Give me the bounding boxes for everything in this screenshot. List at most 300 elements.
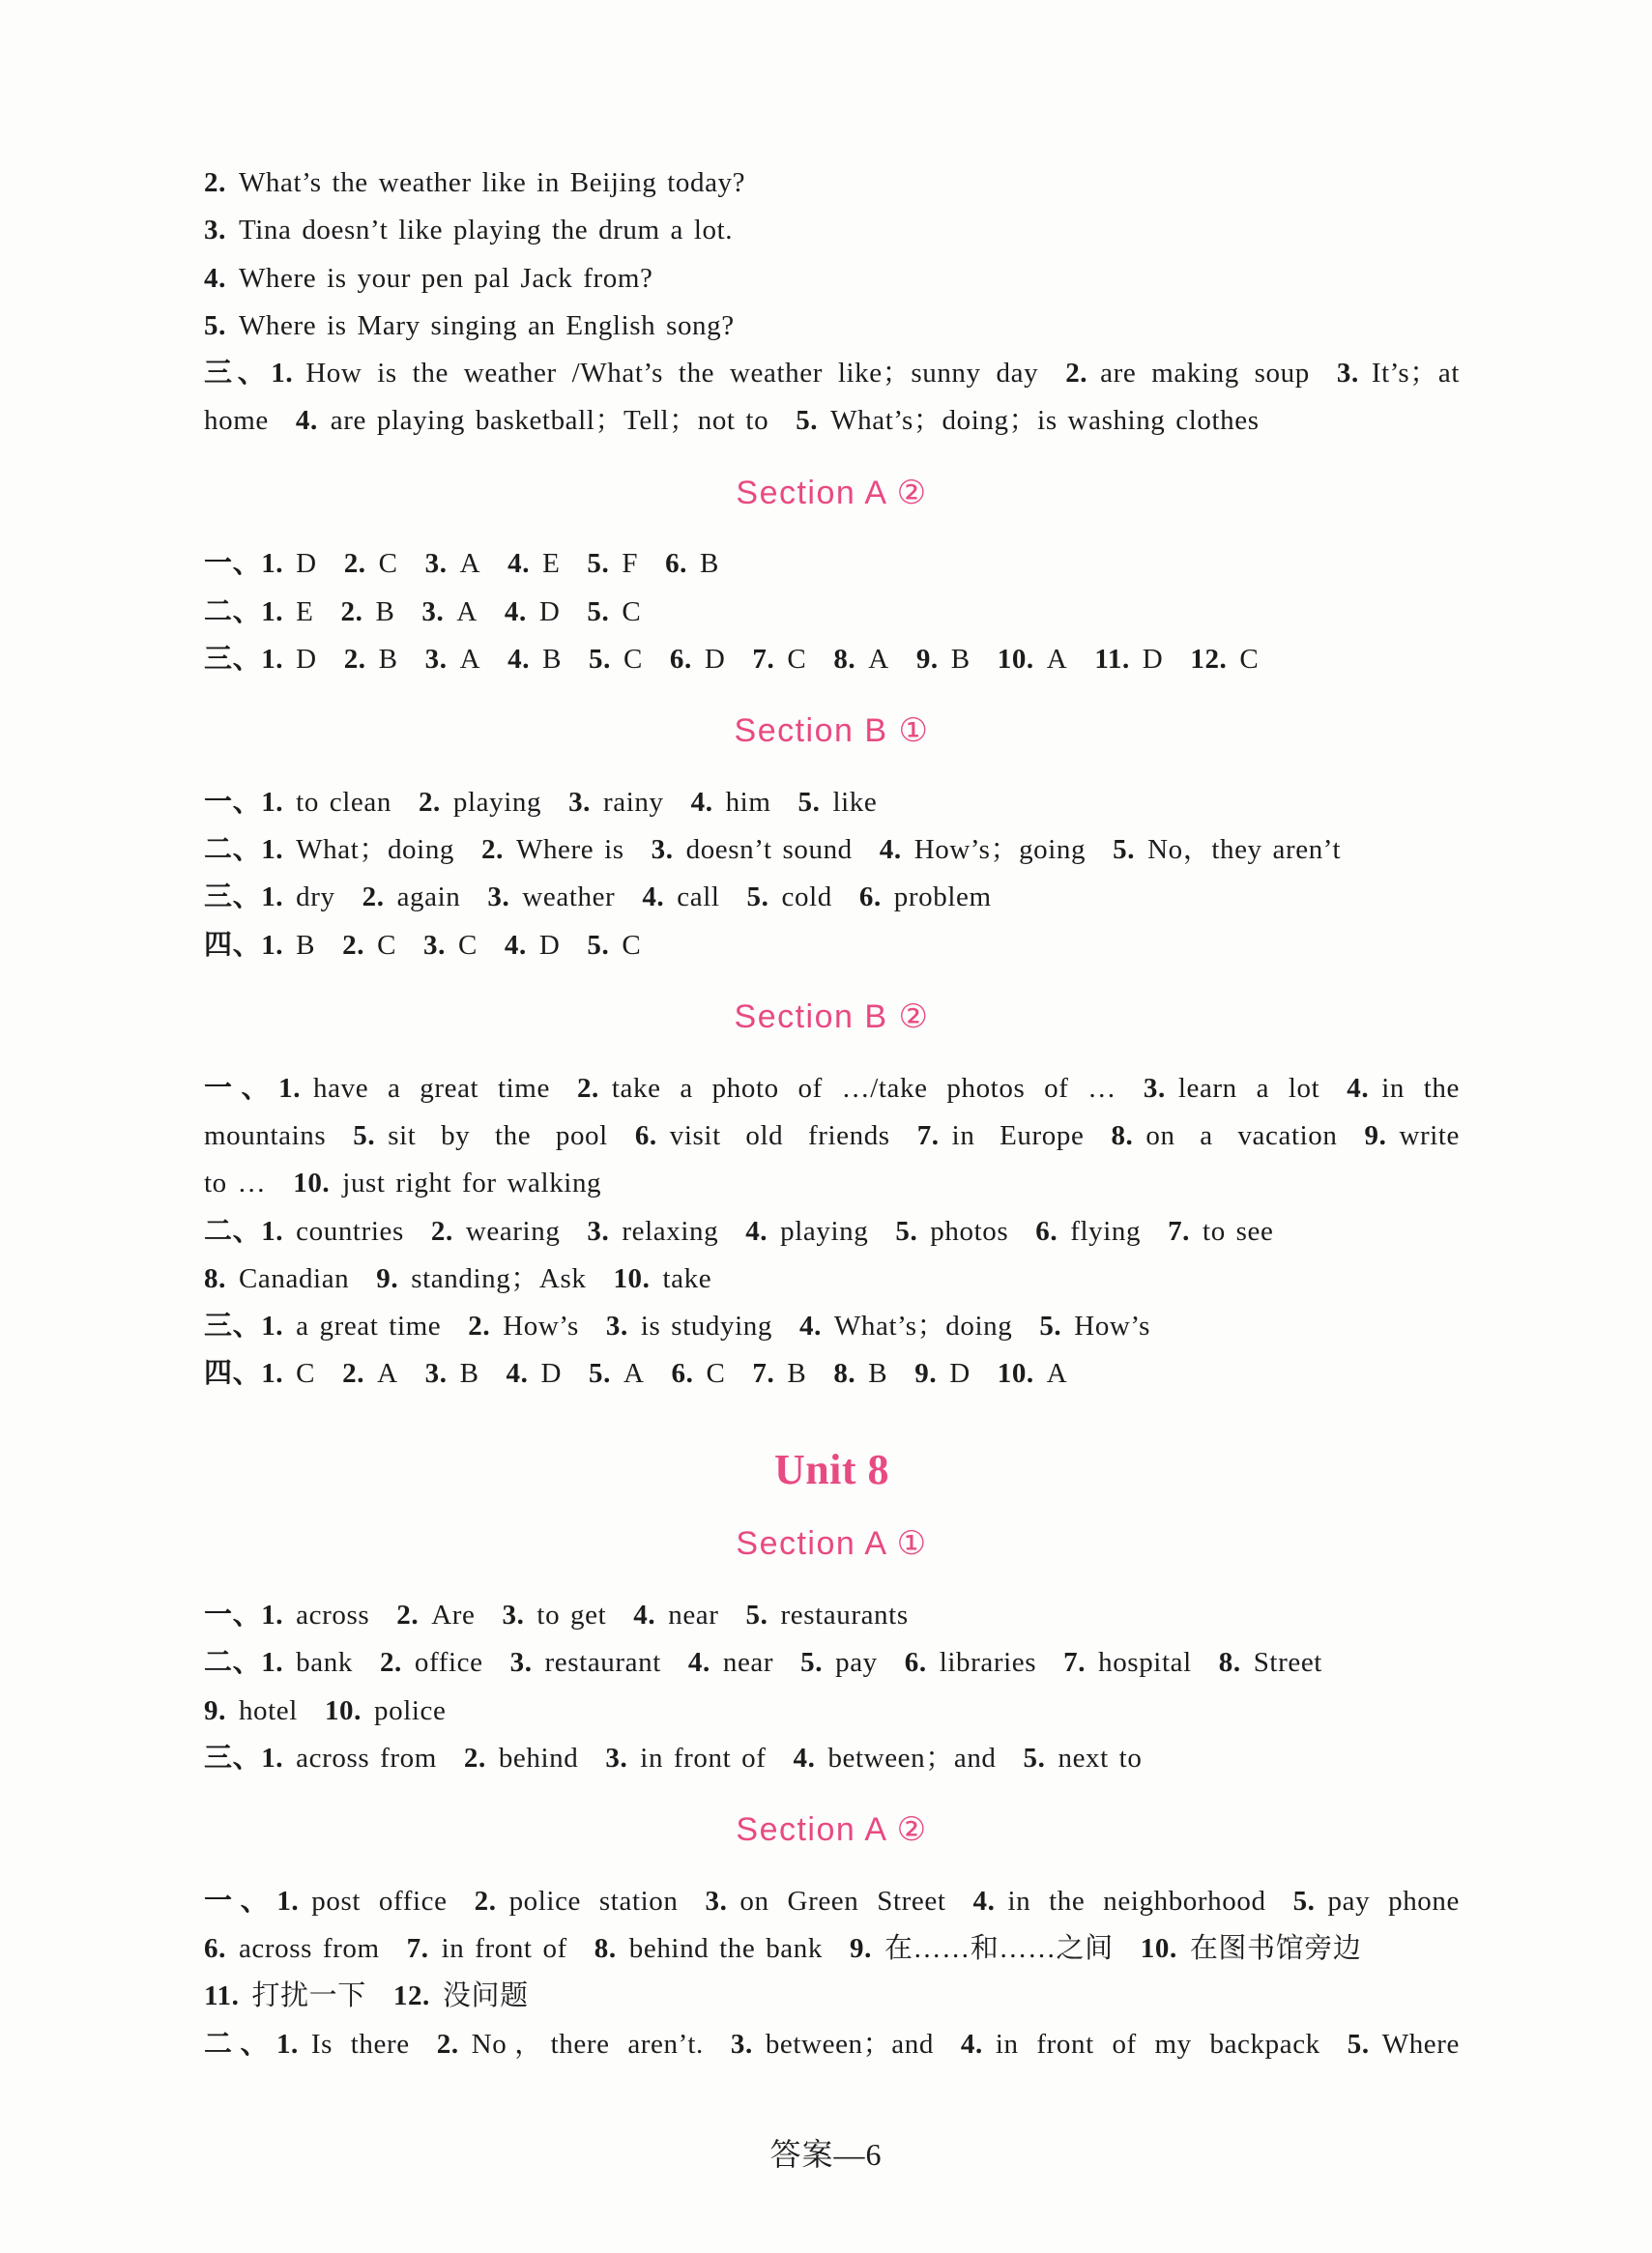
answer-item — [998, 644, 1068, 675]
answer-line — [204, 303, 1460, 350]
item-number: 3. — [730, 2028, 753, 2060]
item-text: playing — [780, 1215, 869, 1247]
answer-item — [204, 1695, 298, 1726]
answer-item — [577, 1073, 1116, 1104]
answer-item — [393, 1980, 529, 2011]
item-text: weather — [522, 881, 616, 913]
answer-item — [961, 2029, 1320, 2060]
item-number: 2. — [342, 1358, 365, 1390]
answer-item — [1347, 1073, 1460, 1104]
answer-item — [344, 548, 398, 579]
item-number: 5. — [587, 548, 610, 580]
item-text: 在图书馆旁边 — [1189, 1932, 1362, 1964]
answer-item — [1094, 644, 1163, 675]
item-text: doesn’t sound — [685, 834, 853, 866]
item-text: on Green Street — [739, 1885, 946, 1917]
item-number: 4. — [295, 405, 318, 437]
item-text: him — [725, 786, 771, 818]
item-text: to get — [536, 1599, 607, 1631]
answer-item — [261, 787, 391, 818]
item-text: restaurants — [780, 1599, 909, 1631]
item-number: 2. — [204, 167, 226, 198]
question-group-label: 一、 — [204, 786, 262, 818]
item-text: Where is your pen pal Jack from? — [238, 262, 653, 294]
item-number: 4. — [960, 2028, 983, 2060]
item-number: 11. — [204, 1980, 240, 2012]
item-text: B — [787, 1358, 807, 1390]
item-text: near — [722, 1647, 774, 1679]
item-text: to clean — [296, 786, 391, 818]
item-text: across — [296, 1599, 370, 1631]
item-number: 5. — [589, 643, 611, 675]
item-number: 3. — [705, 1885, 728, 1917]
item-number: 1. — [271, 358, 294, 390]
item-number: 10. — [997, 643, 1034, 675]
item-number: 6. — [1035, 1215, 1058, 1247]
answer-item — [1065, 358, 1310, 389]
item-number: 9. — [1364, 1119, 1387, 1151]
item-number: 1. — [261, 881, 284, 913]
item-text: in front of — [441, 1932, 567, 1964]
item-text: dry — [296, 881, 335, 913]
answer-line — [204, 922, 1460, 969]
answer-item — [425, 644, 481, 675]
answer-item — [261, 1600, 369, 1631]
item-text: Where is — [515, 834, 624, 866]
answer-item — [799, 1311, 1012, 1342]
question-group-label: 二、 — [204, 1647, 262, 1679]
item-text: Where — [1381, 2028, 1461, 2060]
answer-item — [691, 787, 771, 818]
item-text: post office — [311, 1885, 448, 1917]
item-number: 12. — [1190, 643, 1228, 675]
item-text: in front of — [640, 1742, 767, 1774]
item-number: 5. — [745, 1599, 768, 1631]
item-text: between；and — [827, 1742, 997, 1774]
answer-item — [376, 1263, 586, 1294]
item-text: D — [540, 1358, 563, 1390]
item-number: 1. — [261, 1311, 284, 1343]
item-text: D — [538, 595, 561, 627]
item-text: in Europe — [951, 1119, 1085, 1151]
item-number: 1. — [261, 929, 284, 961]
item-number: 3. — [651, 834, 674, 866]
item-number: 3. — [424, 548, 448, 580]
item-number: 10. — [293, 1168, 331, 1199]
item-number: 2. — [342, 929, 365, 961]
item-text: Where is Mary singing an English song? — [238, 309, 735, 341]
answer-item — [271, 358, 1038, 389]
answer-item — [998, 1358, 1068, 1389]
answer-item — [505, 930, 561, 961]
item-number: 9. — [204, 1694, 226, 1726]
item-text: home — [204, 405, 269, 437]
answer-item — [594, 1933, 823, 1964]
answer-item — [468, 1311, 579, 1342]
answer-item — [1063, 1647, 1192, 1678]
item-text: B — [378, 643, 398, 675]
question-group-label: 一、 — [204, 1599, 262, 1631]
answer-item — [1348, 2029, 1460, 2060]
item-number: 2. — [396, 1599, 420, 1631]
item-text: photos — [930, 1215, 1009, 1247]
item-number: 6. — [665, 548, 688, 580]
answer-item — [914, 1358, 971, 1389]
item-number: 6. — [671, 1358, 694, 1390]
item-number: 4. — [879, 834, 902, 866]
item-number: 2. — [576, 1072, 599, 1104]
answer-item — [204, 263, 653, 294]
item-number: 5. — [1292, 1885, 1316, 1917]
item-number: 6. — [858, 881, 882, 913]
answer-item — [633, 1600, 718, 1631]
item-number: 4. — [633, 1599, 656, 1631]
item-text: C — [787, 643, 807, 675]
answer-item — [1035, 1216, 1141, 1247]
item-number: 2. — [340, 595, 363, 627]
item-number: 5. — [895, 1215, 918, 1247]
item-text: problem — [893, 881, 992, 913]
item-text: mountains — [204, 1119, 327, 1151]
answer-item — [437, 2029, 704, 2060]
question-group-label: 二、 — [204, 595, 262, 627]
item-number: 4. — [504, 595, 527, 627]
question-group-label: 一、 — [204, 1072, 279, 1104]
answer-item — [261, 644, 317, 675]
answer-item — [589, 1358, 645, 1389]
item-text: B — [375, 595, 395, 627]
answer-item — [587, 548, 638, 579]
item-text: C — [457, 929, 478, 961]
item-number: 4. — [972, 1885, 996, 1917]
item-number: 1. — [278, 1072, 302, 1104]
item-text: D — [296, 643, 317, 675]
item-number: 3. — [509, 1647, 533, 1679]
answer-item — [705, 1886, 945, 1917]
answer-item — [204, 1933, 380, 1964]
answer-item — [587, 1216, 718, 1247]
answer-line — [204, 350, 1460, 397]
answer-item — [746, 1600, 909, 1631]
answer-item — [204, 1120, 326, 1151]
answer-item — [204, 1263, 349, 1294]
item-number: 11. — [1094, 643, 1130, 675]
answer-item — [261, 596, 313, 627]
item-text: sit by the pool — [388, 1119, 608, 1151]
item-text: near — [668, 1599, 719, 1631]
item-number: 8. — [833, 1358, 856, 1390]
answer-item — [1144, 1073, 1319, 1104]
answer-item — [905, 1647, 1036, 1678]
answer-line — [204, 2021, 1460, 2068]
answer-line — [204, 1303, 1460, 1350]
item-text: pay — [835, 1647, 878, 1679]
answer-line — [204, 1925, 1460, 1973]
item-number: 4. — [204, 262, 226, 294]
question-group-label: 二、 — [204, 834, 262, 866]
answer-item — [798, 787, 878, 818]
item-text: a great time — [296, 1311, 442, 1343]
item-text: countries — [296, 1215, 404, 1247]
answer-line — [204, 1256, 1460, 1303]
item-text: pay phone — [1327, 1885, 1460, 1917]
item-text: to see — [1203, 1215, 1274, 1247]
item-number: 8. — [594, 1932, 617, 1964]
answer-item — [507, 548, 560, 579]
answer-item — [1113, 834, 1341, 865]
answer-item — [916, 644, 971, 675]
item-text: hospital — [1098, 1647, 1192, 1679]
answer-item — [672, 1358, 726, 1389]
answer-item — [895, 1216, 1008, 1247]
answer-item — [481, 834, 624, 865]
item-text: visit old friends — [669, 1119, 890, 1151]
question-group-label: 三、 — [204, 881, 262, 913]
item-number: 4. — [687, 1647, 710, 1679]
item-text: A — [1046, 1358, 1068, 1390]
answer-line — [204, 1735, 1460, 1782]
item-number: 5. — [800, 1647, 824, 1679]
answer-item — [342, 930, 396, 961]
answer-item — [425, 1358, 479, 1389]
answer-item — [688, 1647, 773, 1678]
item-number: 1. — [261, 1647, 284, 1679]
item-number: 3. — [605, 1311, 628, 1343]
answer-item — [880, 834, 1086, 865]
answer-item — [276, 1886, 447, 1917]
answer-item — [1039, 1311, 1150, 1342]
answer-item — [752, 644, 806, 675]
answer-item — [261, 1743, 437, 1774]
answer-item — [261, 548, 317, 579]
answer-item — [850, 1933, 1114, 1964]
item-text: A — [377, 1358, 398, 1390]
item-number: 4. — [793, 1742, 816, 1774]
item-number: 3. — [487, 881, 510, 913]
item-text: across from — [238, 1932, 380, 1964]
answer-item — [261, 930, 315, 961]
item-text: A — [868, 643, 889, 675]
item-text: C — [1239, 643, 1260, 675]
answer-item — [380, 1647, 483, 1678]
item-text: behind — [498, 1742, 579, 1774]
item-number: 6. — [634, 1119, 657, 1151]
item-text: standing；Ask — [411, 1262, 587, 1294]
item-text: write — [1399, 1119, 1461, 1151]
unit-heading: Unit 8 — [773, 1446, 890, 1494]
item-number: 9. — [915, 643, 939, 675]
item-text: again — [396, 881, 461, 913]
answer-line — [204, 1350, 1460, 1398]
answer-item — [423, 930, 478, 961]
answer-line — [204, 1639, 1460, 1687]
item-number: 4. — [798, 1311, 822, 1343]
item-number: 3. — [1336, 358, 1359, 390]
answer-line — [204, 540, 1460, 588]
item-number: 5. — [587, 595, 610, 627]
item-number: 10. — [997, 1358, 1034, 1390]
item-number: 5. — [353, 1119, 376, 1151]
item-number: 1. — [261, 1599, 284, 1631]
answer-item — [502, 1600, 606, 1631]
item-text: in the — [1381, 1072, 1460, 1104]
answer-item — [464, 1743, 578, 1774]
question-group-label: 三、 — [204, 1742, 262, 1774]
item-text: take — [662, 1262, 712, 1294]
question-group-label: 三、 — [204, 358, 272, 390]
item-number: 5. — [796, 405, 819, 437]
item-text: B — [296, 929, 316, 961]
item-number: 7. — [752, 643, 775, 675]
item-number: 5. — [746, 881, 769, 913]
item-text: police station — [508, 1885, 679, 1917]
item-text: No，they aren’t — [1147, 834, 1342, 866]
section-heading: Section A ① — [736, 1525, 928, 1563]
item-number: 4. — [507, 643, 531, 675]
answer-item — [665, 548, 719, 579]
answer-item — [296, 405, 768, 436]
item-text: 没问题 — [442, 1980, 529, 2012]
item-text: D — [538, 929, 561, 961]
question-group-label: 一、 — [204, 548, 262, 580]
answer-item — [407, 1933, 567, 1964]
item-number: 3. — [204, 215, 226, 246]
item-text: A — [623, 1358, 645, 1390]
item-text: 在……和……之间 — [884, 1932, 1114, 1964]
item-number: 3. — [587, 1215, 610, 1247]
answer-item — [425, 548, 481, 579]
answer-item — [796, 405, 1259, 436]
item-text: C — [377, 929, 397, 961]
answer-item — [204, 215, 733, 246]
item-text: A — [1046, 643, 1068, 675]
answer-item — [1168, 1216, 1273, 1247]
item-text: in front of my backpack — [995, 2028, 1320, 2060]
item-number: 2. — [436, 2028, 459, 2060]
item-number: 3. — [568, 786, 592, 818]
answer-item — [973, 1886, 1266, 1917]
answer-item — [642, 881, 719, 912]
item-text: on a vacation — [1145, 1119, 1338, 1151]
item-number: 4. — [1347, 1072, 1370, 1104]
item-text: to … — [204, 1168, 267, 1199]
answer-item — [587, 930, 641, 961]
item-number: 5. — [587, 929, 610, 961]
item-number: 5. — [204, 309, 226, 341]
item-number: 1. — [275, 2028, 299, 2060]
item-number: 8. — [833, 643, 856, 675]
item-number: 2. — [430, 1215, 453, 1247]
answer-item — [475, 1886, 679, 1917]
item-text: Canadian — [238, 1262, 350, 1294]
answer-item — [1024, 1743, 1143, 1774]
answer-item — [325, 1695, 447, 1726]
item-number: 10. — [324, 1694, 362, 1726]
item-number: 3. — [424, 643, 448, 675]
item-text: call — [677, 881, 720, 913]
item-number: 7. — [406, 1932, 429, 1964]
item-number: 7. — [1168, 1215, 1191, 1247]
item-number: 1. — [276, 1885, 300, 1917]
answer-item — [507, 1358, 563, 1389]
item-number: 10. — [613, 1262, 651, 1294]
answer-item — [606, 1311, 772, 1342]
item-text: hotel — [238, 1694, 298, 1726]
item-number: 12. — [392, 1980, 430, 2012]
item-text: wearing — [465, 1215, 561, 1247]
item-number: 3. — [502, 1599, 525, 1631]
answer-line — [204, 1065, 1460, 1112]
item-number: 2. — [343, 548, 366, 580]
answer-item — [396, 1600, 475, 1631]
item-text: is studying — [640, 1311, 772, 1343]
item-text: take a photo of …/take photos of … — [611, 1072, 1116, 1104]
answer-item — [342, 1358, 398, 1389]
answer-item — [505, 596, 561, 627]
item-text: are making soup — [1100, 358, 1310, 390]
section-heading: Section B ① — [734, 712, 930, 750]
answer-item — [261, 1311, 441, 1342]
item-text: D — [1142, 643, 1164, 675]
answer-item — [859, 881, 992, 912]
item-number: 9. — [914, 1358, 938, 1390]
item-text: B — [950, 643, 971, 675]
answer-item — [261, 1647, 353, 1678]
item-number: 8. — [204, 1262, 226, 1294]
item-text: C — [296, 1358, 316, 1390]
item-text: Are — [431, 1599, 476, 1631]
answer-line — [204, 636, 1460, 683]
section-heading: Section A ② — [736, 1811, 928, 1849]
answer-line — [204, 589, 1460, 636]
item-number: 3. — [421, 595, 445, 627]
answer-item — [362, 881, 461, 912]
answer-line — [204, 159, 1460, 207]
item-text: C — [378, 548, 398, 580]
answer-item — [353, 1120, 608, 1151]
item-text: like — [832, 786, 878, 818]
answer-item — [204, 1980, 366, 2011]
item-text: cold — [781, 881, 832, 913]
item-text: rainy — [603, 786, 664, 818]
item-text: next to — [1058, 1742, 1143, 1774]
answer-line — [204, 1160, 1460, 1207]
item-text: across from — [296, 1742, 437, 1774]
page-footer: 答案—6 — [769, 2137, 883, 2172]
item-text: C — [622, 929, 642, 961]
answer-item — [1337, 358, 1460, 389]
question-group-label: 一、 — [204, 1885, 277, 1917]
item-number: 10. — [1140, 1932, 1177, 1964]
item-text: in the neighborhood — [1007, 1885, 1266, 1917]
item-number: 4. — [690, 786, 713, 818]
answer-item — [605, 1743, 766, 1774]
answer-line — [204, 1973, 1460, 2020]
answer-line — [204, 779, 1460, 826]
answer-item — [652, 834, 853, 865]
answer-item — [1219, 1647, 1322, 1678]
answer-item — [431, 1216, 561, 1247]
item-number: 3. — [423, 929, 446, 961]
item-text: D — [949, 1358, 971, 1390]
item-text: How is the weather /What’s the weather like；sunny day — [305, 358, 1039, 390]
answer-line — [204, 255, 1460, 303]
item-number: 3. — [605, 1742, 628, 1774]
item-text: office — [414, 1647, 483, 1679]
item-text: are playing basketball；Tell；not to — [330, 405, 769, 437]
item-number: 6. — [904, 1647, 927, 1679]
item-text: What；doing — [296, 834, 455, 866]
